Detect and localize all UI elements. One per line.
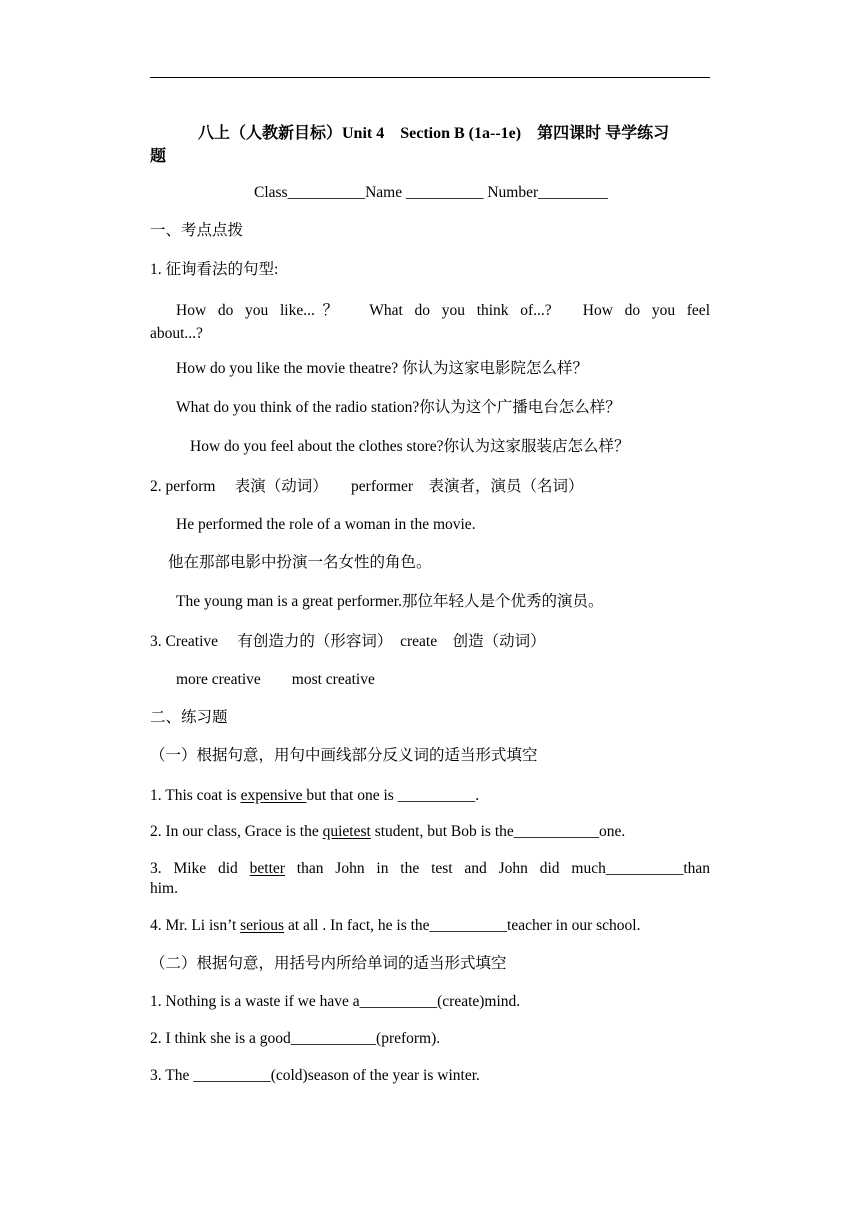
- header-rule: [150, 77, 710, 78]
- point-2-example-1-cn: 他在那部电影中扮演一名女性的角色。: [168, 554, 432, 571]
- patterns-line-b: about...?: [150, 325, 203, 342]
- exercise-text: 2. In our class, Grace is the: [150, 823, 323, 840]
- point-1-example-1: How do you like the movie theatre? 你认为这家电影院怎么样？: [176, 360, 588, 377]
- exercise-text: 3. Mike did: [150, 860, 250, 877]
- exercise-text: at all . In fact, he is the__________teacher in our school.: [284, 917, 641, 934]
- point-2-example-2: The young man is a great performer.那位年轻人是个优秀的演员。: [176, 593, 604, 610]
- exercise-2-3: 3. The __________(cold)season of the year is winter.: [150, 1067, 480, 1084]
- document-title: [150, 122, 710, 168]
- patterns-line-a: How do you like...？ What do you think of...? How do you feel: [176, 302, 710, 319]
- point-2-example-1-en: He performed the role of a woman in the movie.: [176, 516, 476, 533]
- point-2-heading: 2. perform 表演（动词） performer 表演者，演员（名词）: [150, 478, 584, 495]
- point-1-example-2: What do you think of the radio station?你认为这个广播电台怎么样？: [176, 399, 621, 416]
- exercise-2-2: 2. I think she is a good___________(preform).: [150, 1030, 441, 1047]
- title-line-2: 题: [150, 148, 167, 165]
- point-3-heading: 3. Creative 有创造力的（形容词） create 创造（动词）: [150, 633, 546, 650]
- student-info-line: Class__________Name __________ Number_________: [254, 184, 608, 201]
- exercise-line-b: him.: [150, 880, 178, 897]
- exercise-1-2: [150, 822, 710, 842]
- exercise-text: than John in the test and John did much__________than: [284, 860, 711, 877]
- exercise-text: 4. Mr. Li isn’t: [150, 917, 241, 934]
- point-1-example-3: How do you feel about the clothes store?你认为这家服装店怎么样？: [190, 438, 630, 455]
- underlined-word: serious: [240, 917, 285, 934]
- exercise-2-1: 1. Nothing is a waste if we have a__________(create)mind.: [150, 993, 521, 1010]
- exercise-1-3: [150, 859, 710, 899]
- part-1-heading: （一）根据句意，用句中画线部分反义词的适当形式填空: [150, 747, 538, 764]
- section-2-heading: 二、练习题: [150, 709, 228, 726]
- exercise-line-a: [150, 859, 710, 879]
- underlined-word: quietest: [322, 823, 371, 840]
- underlined-word: expensive: [240, 787, 307, 804]
- exercise-1-4: [150, 916, 710, 936]
- section-1-heading: 一、考点点拨: [150, 222, 244, 239]
- point-1-heading: 1. 征询看法的句型:: [150, 261, 279, 278]
- exercise-text: but that one is __________.: [306, 787, 480, 804]
- exercise-1-1: [150, 786, 710, 806]
- part-2-heading: （二）根据句意，用括号内所给单词的适当形式填空: [150, 955, 507, 972]
- exercise-text: 1. This coat is: [150, 787, 241, 804]
- exercise-text: student, but Bob is the___________one.: [370, 823, 626, 840]
- title-line-1: 八上（人教新目标）Unit 4 Section B (1a--1e) 第四课时 导学练习: [198, 125, 670, 142]
- underlined-word: better: [249, 860, 285, 877]
- point-3-forms: more creative most creative: [176, 671, 375, 688]
- point-1-patterns: [150, 299, 710, 345]
